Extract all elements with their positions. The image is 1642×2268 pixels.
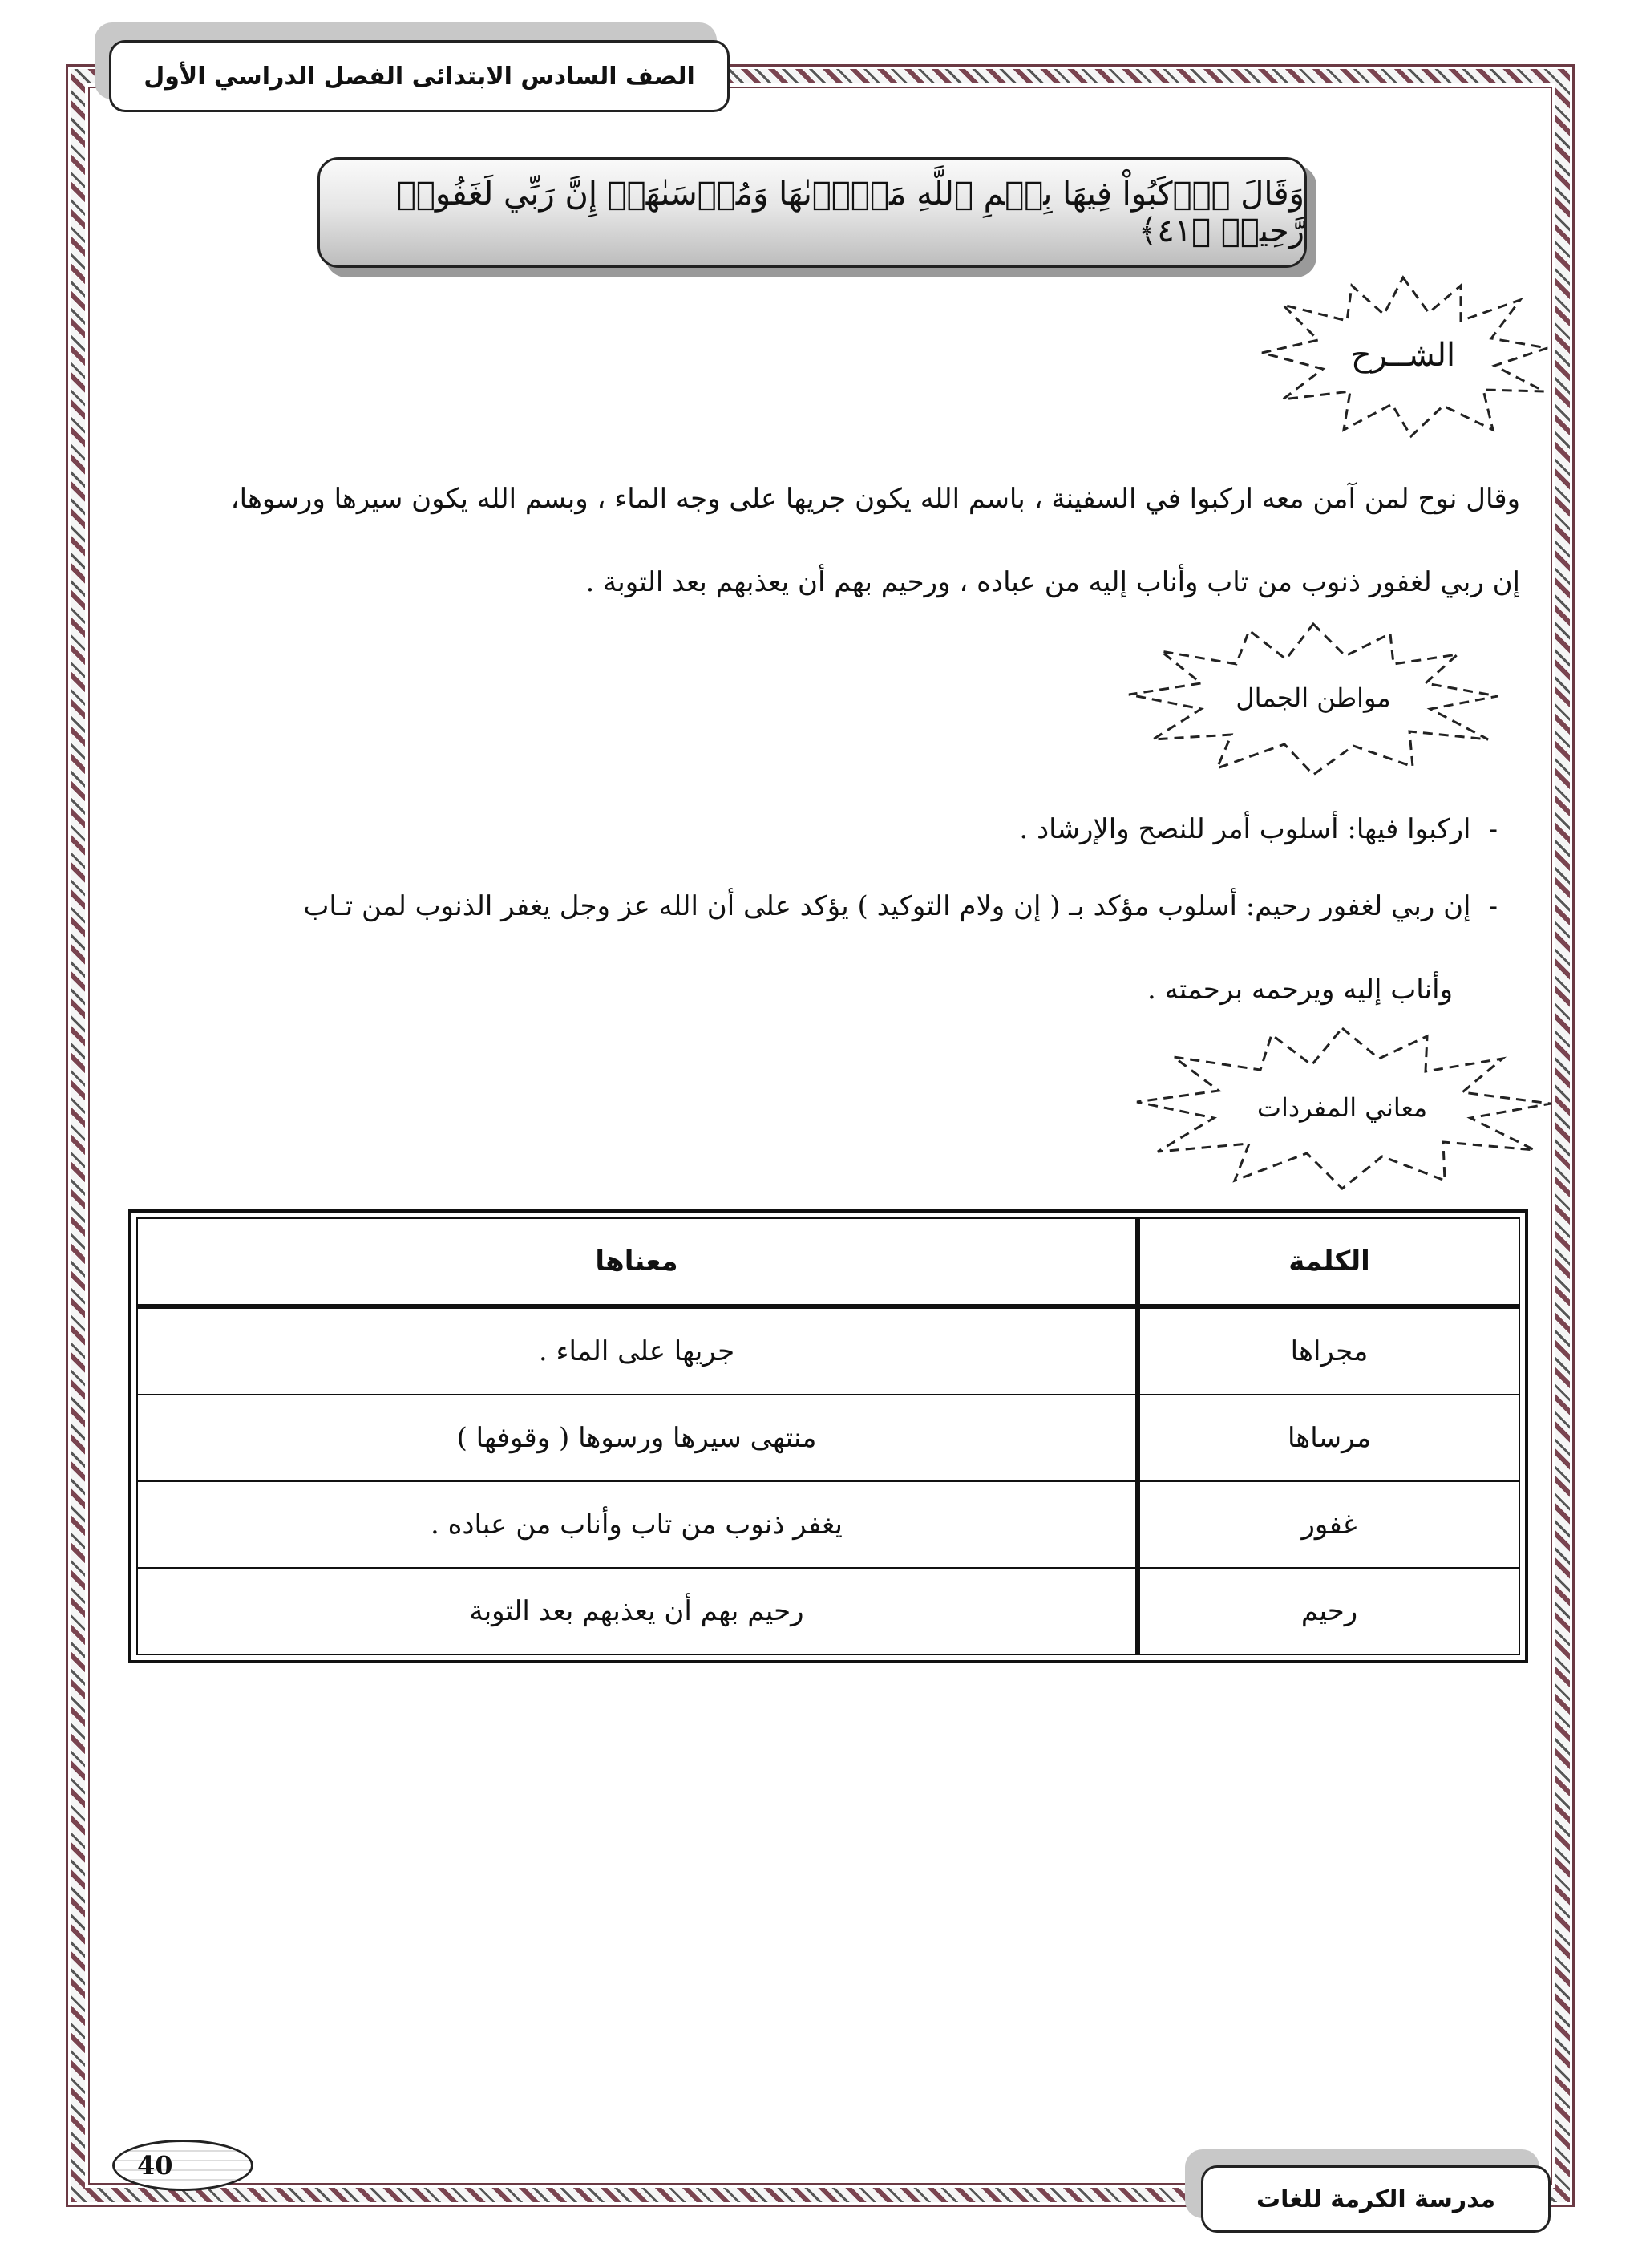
explanation-title: الشــرح <box>1350 337 1456 374</box>
table-row <box>137 1306 1519 1395</box>
vocab-title: معاني المفردات <box>1256 1092 1428 1123</box>
quran-verse-banner <box>317 157 1307 268</box>
page-number-badge <box>112 2140 253 2191</box>
header-meaning: معناها <box>137 1218 1138 1306</box>
header-word: الكلمة <box>1138 1218 1519 1306</box>
table-header-row <box>137 1218 1519 1306</box>
vocab-starburst <box>1126 1023 1559 1192</box>
explanation-line-2: إن ربي لغفور ذنوب من تاب وأناب إليه من عباده ، ورحيم بهم أن يعذبهم بعد التوبة . <box>585 566 1520 598</box>
explanation-line-1: وقال نوح لمن آمن معه اركبوا في السفينة ، باسم الله يكون جريها على وجه الماء ، وبسم الله يكون سيرها ورسوها، <box>230 483 1520 515</box>
cell-word: مرساها <box>1138 1395 1519 1481</box>
beauty-item-1 <box>1019 813 1498 845</box>
table-row <box>137 1481 1519 1568</box>
beauty-title: مواطن الجمال <box>1236 682 1391 713</box>
cell-word: غفور <box>1138 1481 1519 1568</box>
footer-school-name: مدرسة الكرمة للغات <box>1201 2165 1551 2233</box>
cell-word: رحيم <box>1138 1568 1519 1654</box>
beauty-item-2-continuation: وأناب إليه ويرحمه برحمته . <box>1147 974 1453 1006</box>
quran-verse-text: وَقَالَ ٱرۡكَبُواْ فِيهَا بِسۡمِ ٱللَّهِ مَجۡرٜىٰهَا وَمُرۡسَىٰهَآۚ إِنَّ رَبِّي لَغَفُورٞ رَّحِيمٞ ﴿٤١﴾ <box>396 176 1304 249</box>
page-number: 40 <box>137 2150 173 2181</box>
beauty-starburst <box>1121 619 1506 776</box>
table-row <box>137 1568 1519 1654</box>
vocab-table <box>128 1209 1528 1663</box>
explanation-starburst <box>1251 271 1555 439</box>
beauty-item-2 <box>303 890 1498 922</box>
cell-meaning: رحيم بهم أن يعذبهم بعد التوبة <box>137 1568 1138 1654</box>
bullet-dash: - <box>1488 813 1498 845</box>
table-row <box>137 1395 1519 1481</box>
cell-meaning: يغفر ذنوب من تاب وأناب من عباده . <box>137 1481 1138 1568</box>
cell-meaning: جريها على الماء . <box>137 1306 1138 1395</box>
beauty-item-1-text: اركبوا فيها: أسلوب أمر للنصح والإرشاد . <box>1019 813 1471 845</box>
header-title: الصف السادس الابتدائى الفصل الدراسي الأول <box>109 40 730 112</box>
bullet-dash: - <box>1488 890 1498 922</box>
cell-word: مجراها <box>1138 1306 1519 1395</box>
cell-meaning: منتهى سيرها ورسوها ( وقوفها ) <box>137 1395 1138 1481</box>
beauty-item-2-text: إن ربي لغفور رحيم: أسلوب مؤكد بـ ( إن ولام التوكيد ) يؤكد على أن الله عز وجل يغفر الذنوب لمن تـاب <box>303 890 1471 922</box>
